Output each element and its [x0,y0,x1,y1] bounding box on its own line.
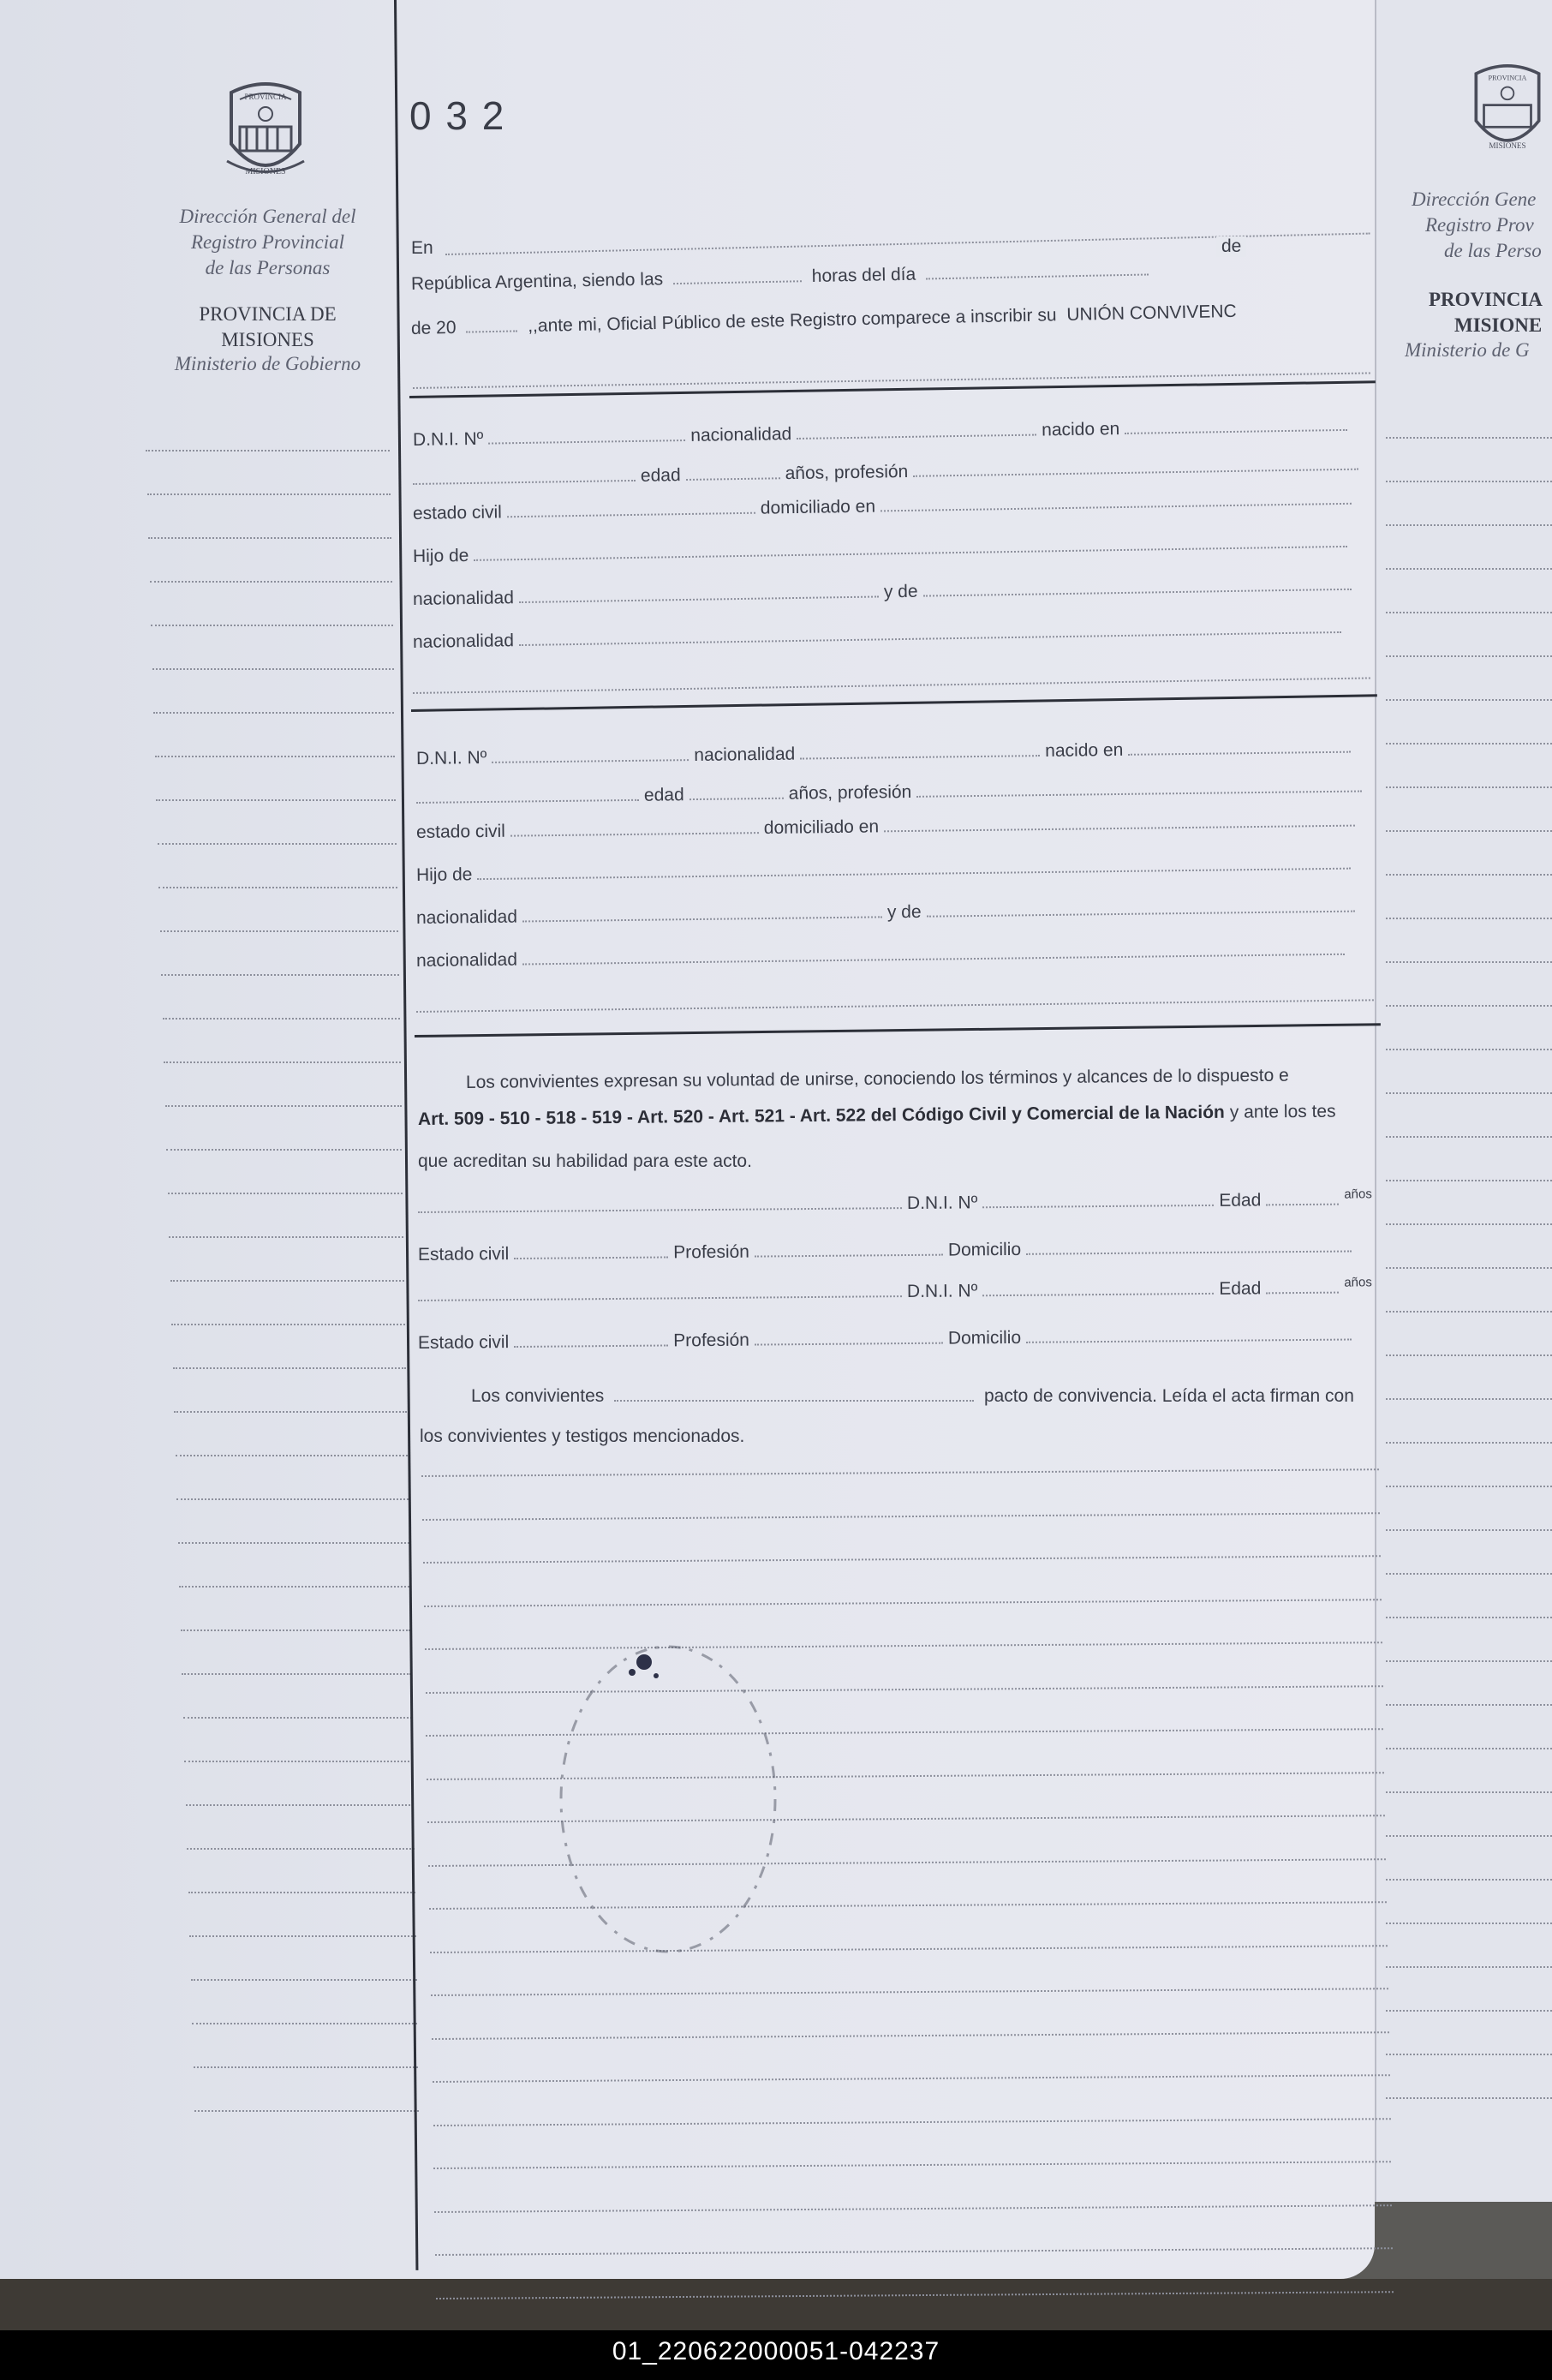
union-text: UNIÓN CONVIVENC [1066,301,1237,325]
closing-convivientes: Los convivientes [471,1386,605,1406]
sidebar-line [194,2066,419,2068]
person-nacionalidad-label: nacionalidad [694,744,796,766]
page-number: 0 3 2 [409,93,506,138]
right-office-line3: de las Perso [1444,240,1542,261]
sidebar-line [151,625,393,626]
right-page-line [1386,1354,1552,1356]
right-page-line [1386,830,1552,832]
right-page-emblem-icon [1460,53,1552,169]
dotted-fill [519,595,879,603]
right-page-line [1386,786,1552,788]
right-page-line [1386,1529,1552,1531]
sidebar-line [165,1105,402,1107]
dotted-fill [418,1207,902,1213]
right-page-line [1386,1092,1552,1094]
sidebar-ministry: Ministerio de Gobierno [174,353,361,374]
sidebar-line [155,756,396,757]
sidebar-line [158,887,397,888]
person-hijo-label: Hijo de [415,864,473,885]
closing-line-1 [471,1386,1375,1407]
right-page-line [1386,2097,1552,2099]
right-page-line [1386,524,1552,526]
sidebar-office-line2: Registro Provincial [190,231,345,253]
right-page-line [1386,1879,1552,1881]
right-page-office [1412,187,1552,264]
person-y_de-label: y de [886,901,922,923]
dotted-fill [614,1400,974,1402]
person-anos_profesion-label: años, profesión [785,461,909,484]
person-nacido-label: nacido en [1042,419,1120,440]
person-hijo-label: Hijo de [412,545,469,566]
right-page-line [1386,568,1552,570]
declaration-line-3: que acreditan su habilidad para este acto. [418,1151,752,1171]
sidebar-line [147,493,391,495]
dotted-fill [982,1205,1214,1208]
dotted-fill [884,825,1355,833]
right-page-line [1386,1704,1552,1706]
right-page-line [1386,1617,1552,1618]
dotted-fill [507,512,755,518]
ante-text: ,,ante mi, Oficial Público de este Registro comparece a inscribir su [527,305,1057,337]
sidebar-line [148,537,391,539]
dotted-fill [880,503,1352,512]
closing-line-2: los convivientes y testigos mencionados. [420,1426,745,1446]
dotted-fill [1128,751,1351,756]
person-y_de-label: y de [883,581,918,602]
dotted-fill [488,440,685,445]
right-page-line [1386,1966,1552,1968]
sidebar-line [146,450,390,451]
sidebar-line [171,1324,405,1325]
witness-edad-label: Edad [1219,1278,1262,1299]
person-estado_civil-label: estado civil [412,502,503,523]
sidebar-line [176,1455,408,1456]
sidebar-line [169,1236,403,1238]
de-20-text: de 20 [410,317,457,338]
dotted-fill [982,1293,1214,1296]
sidebar-province [154,302,381,353]
sidebar-line [163,1018,400,1020]
dotted-fill [1266,1204,1339,1206]
dotted-fill [418,1295,902,1301]
witness-domicilio-label: Domicilio [947,1239,1022,1260]
ink-stamp-icon [548,1636,788,1962]
right-office-line1: Dirección Gene [1412,188,1537,210]
sidebar-line [153,712,394,714]
person-nacionalidad-label: nacionalidad [415,906,518,928]
image-caption: 01_220622000051-042237 [612,2337,940,2365]
person-edad-label: edad [643,785,684,805]
dotted-fill [926,273,1149,279]
dotted-fill [927,911,1355,918]
right-emblem-top-text: PROVINCIA [1488,74,1527,82]
right-page-line [1386,1442,1552,1444]
person-nacionalidad-label: nacionalidad [412,588,515,609]
witness-domicilio-label: Domicilio [947,1327,1022,1348]
republica-text: República Argentina, siendo las [410,269,664,294]
sidebar-line [168,1193,403,1194]
sidebar-line [160,930,398,932]
right-page-line [1386,918,1552,919]
sidebar-line [152,668,394,670]
articles-tail-text: y ante los tes [1229,1101,1336,1122]
articles-text: Art. 509 - 510 - 518 - 519 - Art. 520 - Art. 521 - Art. 522 del Código Civil y Comercial de la Nación [417,1102,1225,1129]
dotted-fill [1026,1338,1352,1342]
dotted-fill [514,1344,668,1348]
dotted-fill [510,832,759,837]
witness-profesion-label: Profesión [673,1241,750,1263]
person-nacionalidad-label: nacionalidad [690,424,792,446]
right-page-line [1386,1791,1552,1793]
person-domiciliado-label: domiciliado en [763,816,880,839]
dotted-fill [492,759,689,763]
sidebar-line [178,1542,409,1544]
right-emblem-bottom-text: MISIONES [1489,141,1526,151]
dotted-fill [913,469,1358,477]
person-domiciliado-label: domiciliado en [760,496,876,518]
right-province-line1: PROVINCIA [1429,289,1543,310]
person-nacionalidad-label: nacionalidad [415,949,518,971]
dotted-fill [416,799,639,804]
sidebar-line [183,1717,413,1719]
dotted-fill [923,589,1352,597]
dotted-fill [1125,429,1347,434]
sidebar-province-line1: PROVINCIA DE [199,303,337,325]
dotted-fill [800,755,1040,759]
person-dni-label: D.N.I. Nº [412,428,484,450]
witness-dni-label: D.N.I. Nº [906,1281,978,1302]
sidebar-province-line2: MISIONES [221,329,314,350]
provincia-misiones-emblem-icon [214,75,317,191]
dotted-fill [673,280,802,284]
dotted-fill [689,798,784,800]
sidebar-office-line3: de las Personas [205,257,331,278]
sidebar-line [164,1061,401,1063]
dotted-fill [514,1256,668,1259]
person-nacido-label: nacido en [1045,739,1124,762]
right-page-line [1386,1835,1552,1837]
right-page-ministry: Ministerio de G [1405,339,1530,361]
sidebar-line [170,1280,405,1282]
dotted-fill [522,916,882,922]
horas-text: horas del día [811,264,916,287]
dotted-fill [797,434,1036,440]
right-page-line [1386,699,1552,701]
right-page-line [1386,481,1552,482]
right-page-line [1386,1223,1552,1225]
right-page-line [1386,1573,1552,1575]
sidebar-line [191,1979,417,1981]
sidebar-line [181,1630,411,1631]
dotted-fill [755,1254,943,1258]
right-province-line2: MISIONE [1454,314,1543,336]
right-page-line [1386,1267,1552,1269]
right-page-line [1386,1486,1552,1487]
header-de-label: de [1216,236,1246,257]
sidebar-line [184,1761,413,1762]
right-page-line [1386,2054,1552,2055]
sidebar-line [174,1411,407,1413]
right-office-line2: Registro Prov [1425,214,1534,236]
header-en-label: En [411,238,433,258]
sidebar-line [186,1804,414,1806]
sidebar-line [194,2110,419,2112]
right-page-line [1386,1660,1552,1662]
witness-dni-label: D.N.I. Nº [906,1193,978,1214]
person-edad-label: edad [640,465,681,486]
person-anos_profesion-label: años, profesión [788,781,912,804]
sidebar-line [150,581,392,583]
right-page-line [1386,612,1552,613]
witness-estado-civil-label: Estado civil [417,1332,510,1353]
sidebar-office-line1: Dirección General del [179,206,356,227]
right-page-line [1386,1049,1552,1050]
sidebar-line [158,843,397,845]
dotted-fill [755,1342,943,1346]
right-page-line [1386,743,1552,744]
witness-profesion-label: Profesión [673,1330,750,1351]
dotted-fill [1026,1250,1352,1254]
dotted-fill [916,791,1362,798]
sidebar-line [176,1498,409,1500]
person-nacionalidad-label: nacionalidad [412,631,515,652]
right-page-line [1386,961,1552,963]
sidebar-line [156,799,396,801]
closing-pacto: pacto de convivencia. Leída el acta firman con [983,1386,1354,1406]
right-page-line [1386,1311,1552,1313]
witness-anos-label: años [1344,1275,1372,1290]
dotted-fill [413,480,636,485]
sidebar-line [192,2023,417,2024]
person-dni-label: D.N.I. Nº [415,747,487,768]
emblem-bottom-text: MISIONES [245,167,286,176]
right-page-line [1386,437,1552,439]
sidebar-line [166,1149,402,1151]
sidebar-office [154,204,381,281]
right-page-line [1386,1923,1552,1924]
sidebar-line [187,1848,415,1850]
witness-edad-label: Edad [1219,1190,1262,1211]
dotted-fill [466,330,517,332]
emblem-top-text: PROVINCIA [244,93,287,101]
right-page-line [1386,1748,1552,1749]
sidebar-line [189,1935,416,1937]
right-page-line [1386,1398,1552,1400]
right-page-line [1386,1180,1552,1181]
right-page-line [1386,655,1552,657]
sidebar-line [161,974,399,976]
right-page-line [1386,2010,1552,2012]
sidebar-line [179,1586,409,1588]
witness-anos-label: años [1344,1187,1372,1202]
sidebar-line [173,1367,406,1369]
witness-estado-civil-label: Estado civil [417,1244,510,1265]
person-estado_civil-label: estado civil [415,821,506,842]
sidebar-line [188,1892,415,1893]
dotted-fill [686,477,780,481]
dotted-fill [1266,1292,1339,1295]
right-page-province [1429,287,1552,338]
right-page-line [1386,1005,1552,1007]
right-page-line [1386,874,1552,876]
sidebar-line [182,1673,411,1675]
right-page-line [1386,1136,1552,1138]
declaration-line-1: Los convivientes expresan su voluntad de unirse, conociendo los términos y alcances de lo dispuesto e [465,1065,1289,1092]
